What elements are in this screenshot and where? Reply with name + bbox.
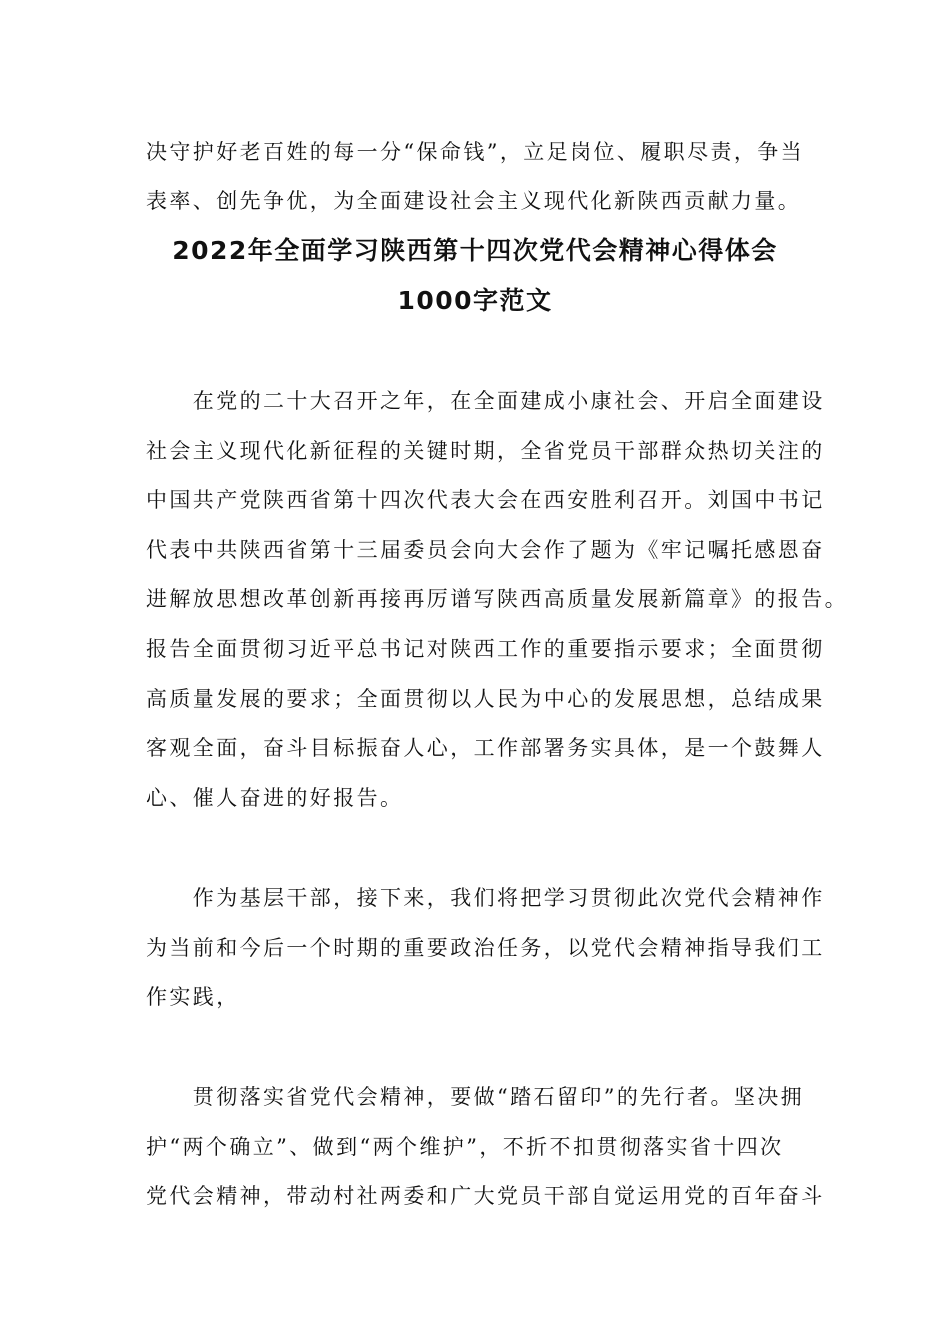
paragraph-line: 代表中共陕西省第十三届委员会向大会作了题为《牢记嘱托感恩奋: [146, 538, 825, 562]
paragraph-line: 社会主义现代化新征程的关键时期，全省党员干部群众热切关注的: [146, 439, 825, 463]
paragraph-line: 作实践，: [146, 985, 240, 1009]
paragraph-line: 护“两个确立”、做到“两个维护”，不折不扣贯彻落实省十四次: [146, 1135, 784, 1159]
paragraph-line: 报告全面贯彻习近平总书记对陕西工作的重要指示要求；全面贯彻: [146, 637, 825, 661]
paragraph-line: 贯彻落实省党代会精神，要做“踏石留印”的先行者。坚决拥: [146, 1085, 805, 1109]
paragraph-line: 作为基层干部，接下来，我们将把学习贯彻此次党代会精神作: [146, 886, 825, 910]
intro-line: 表率、创先争优，为全面建设社会主义现代化新陕西贡献力量。: [146, 189, 802, 213]
paragraph-line: 中国共产党陕西省第十四次代表大会在西安胜利召开。刘国中书记: [146, 488, 825, 512]
paragraph-line: 客观全面，奋斗目标振奋人心，工作部署务实具体，是一个鼓舞人: [146, 736, 825, 760]
paragraph-line: 进解放思想改革创新再接再厉谱写陕西高质量发展新篇章》的报告。: [146, 587, 848, 611]
paragraph-line: 在党的二十大召开之年，在全面建成小康社会、开启全面建设: [146, 389, 825, 413]
document-title: 2022年全面学习陕西第十四次党代会精神心得体会: [172, 236, 778, 265]
paragraph-line: 党代会精神，带动村社两委和广大党员干部自觉运用党的百年奋斗: [146, 1184, 825, 1208]
paragraph-line: 高质量发展的要求；全面贯彻以人民为中心的发展思想，总结成果: [146, 687, 825, 711]
paragraph-line: 为当前和今后一个时期的重要政治任务，以党代会精神指导我们工: [146, 936, 825, 960]
intro-line: 决守护好老百姓的每一分“保命钱”，立足岗位、履职尽责，争当: [146, 140, 805, 164]
document-title: 1000字范文: [397, 286, 553, 315]
paragraph-line: 心、催人奋进的好报告。: [146, 786, 404, 810]
